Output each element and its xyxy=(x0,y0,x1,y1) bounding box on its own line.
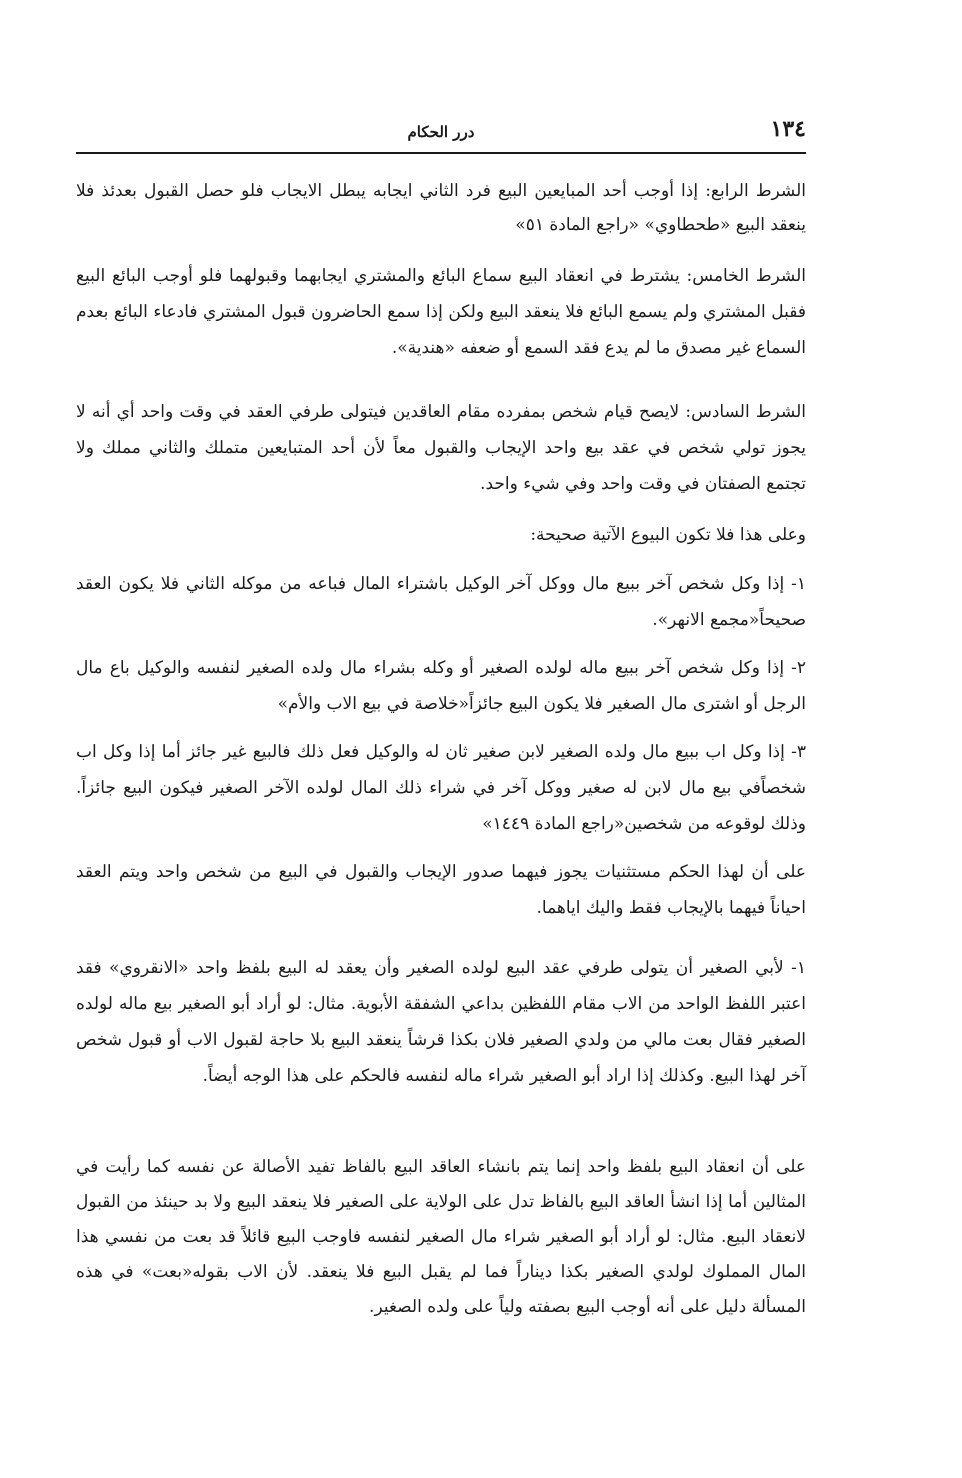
page-number: ١٣٤ xyxy=(770,116,806,142)
paragraph-invalid-sales-intro: وعلى هذا فلا تكون البيوع الآتية صحيحة: xyxy=(530,525,806,545)
running-title: درر الحكام xyxy=(407,123,475,141)
list-item-invalid-1: ١- إذا وكل شخص آخر ببيع مال ووكل آخر الوكيل باشتراء المال فباعه من موكله الثاني فلا يكون العقد صحيحاً«مجمع الانهر». xyxy=(76,574,806,630)
paragraph-condition-4: الشرط الرابع: إذا أوجب أحد المبايعين البيع فرد الثاني ايجابه يبطل الايجاب فلو حصل القبول بعدئذ فلا ينعقد البيع «طحطاوي» «راجع المادة ٥١» xyxy=(76,181,806,235)
paragraph-condition-5: الشرط الخامس: يشترط في انعقاد البيع سماع البائع والمشتري ايجابهما وقبولهما فلو أوجب البائع البيع فقبل المشتري ولم يسمع البائع فلا ينعقد البيع ولكن إذا سمع الحاضرون قبول المشتري فادعاء البائع بعدم السماع غير مصدق ما لم يدع فقد السمع أو ضعفه «هندية». xyxy=(76,266,806,358)
page-header xyxy=(76,114,806,154)
list-item-invalid-3: ٣- إذا وكل اب ببيع مال ولده الصغير لابن صغير ثان له والوكيل فعل ذلك فالبيع غير جائز أما إذا وكل اب شخصاًفي بيع مال لابن له صغير ووكل آخر في شراء ذلك المال لولده الآخر الصغير فيكون البيع جائزاً. وذلك لوقوعه من شخصين«راجع المادة ١٤٤٩» xyxy=(76,742,806,834)
list-item-exception-1: ١- لأبي الصغير أن يتولى طرفي عقد البيع لولده الصغير وأن يعقد له البيع بلفظ واحد «الانقروي» فقد اعتبر اللفظ الواحد من الاب مقام اللفظين بداعي الشفقة الأبوية. مثال: لو أراد أبو الصغير بيع ماله لولده الصغير فقال بعت مالي من ولدي الصغير فلان بكذا قرشاً ينعقد البيع بلا حاجة لقبول الاب أو قبول شخص آخر لهذا البيع. وكذلك إذا اراد أبو الصغير شراء ماله لنفسه فالحكم على هذا الوجه أيضاً. xyxy=(76,958,806,1086)
paragraph-condition-6: الشرط السادس: لايصح قيام شخص بمفرده مقام العاقدين فيتولى طرفي العقد في وقت واحد أي أنه لا يجوز تولي شخص في عقد بيع واحد الإيجاب والقبول معاً لأن أحد المتبايعين متملك والثاني مملك ولا تجتمع الصفتان في وقت واحد وفي شيء واحد. xyxy=(76,402,806,494)
paragraph-single-word-contract: على أن انعقاد البيع بلفظ واحد إنما يتم بانشاء العاقد البيع بالفاظ تفيد الأصالة عن نفسه كما رأيت في المثالين أما إذا انشأ العاقد البيع بالفاظ تدل على الولاية على الصغير فلا ينعقد البيع ولا بد حينئذ من القبول لانعقاد البيع. مثال: لو أراد أبو الصغير شراء مال الصغير لنفسه فاوجب البيع قائلاً قد بعت من نفسي هذا المال المملوك لولدي الصغير بكذا ديناراً فما لم يقبل البيع فلا ينعقد. لأن الاب بقوله«بعت» في هذه المسألة دليل على أنه أوجب البيع بصفته ولياً على ولده الصغير. xyxy=(76,1157,806,1317)
header-divider xyxy=(76,152,806,154)
paragraph-exceptions-intro: على أن لهذا الحكم مستثنيات يجوز فيهما صدور الإيجاب والقبول في البيع من شخص واحد ويتم العقد احياناً فيهما بالإيجاب فقط واليك اياهما. xyxy=(76,862,806,918)
list-item-invalid-2: ٢- إذا وكل شخص آخر ببيع ماله لولده الصغير أو وكله بشراء مال ولده الصغير لنفسه والوكيل باع مال الرجل أو اشترى مال الصغير فلا يكون البيع جائزاً«خلاصة في بيع الاب والأم» xyxy=(76,658,806,714)
